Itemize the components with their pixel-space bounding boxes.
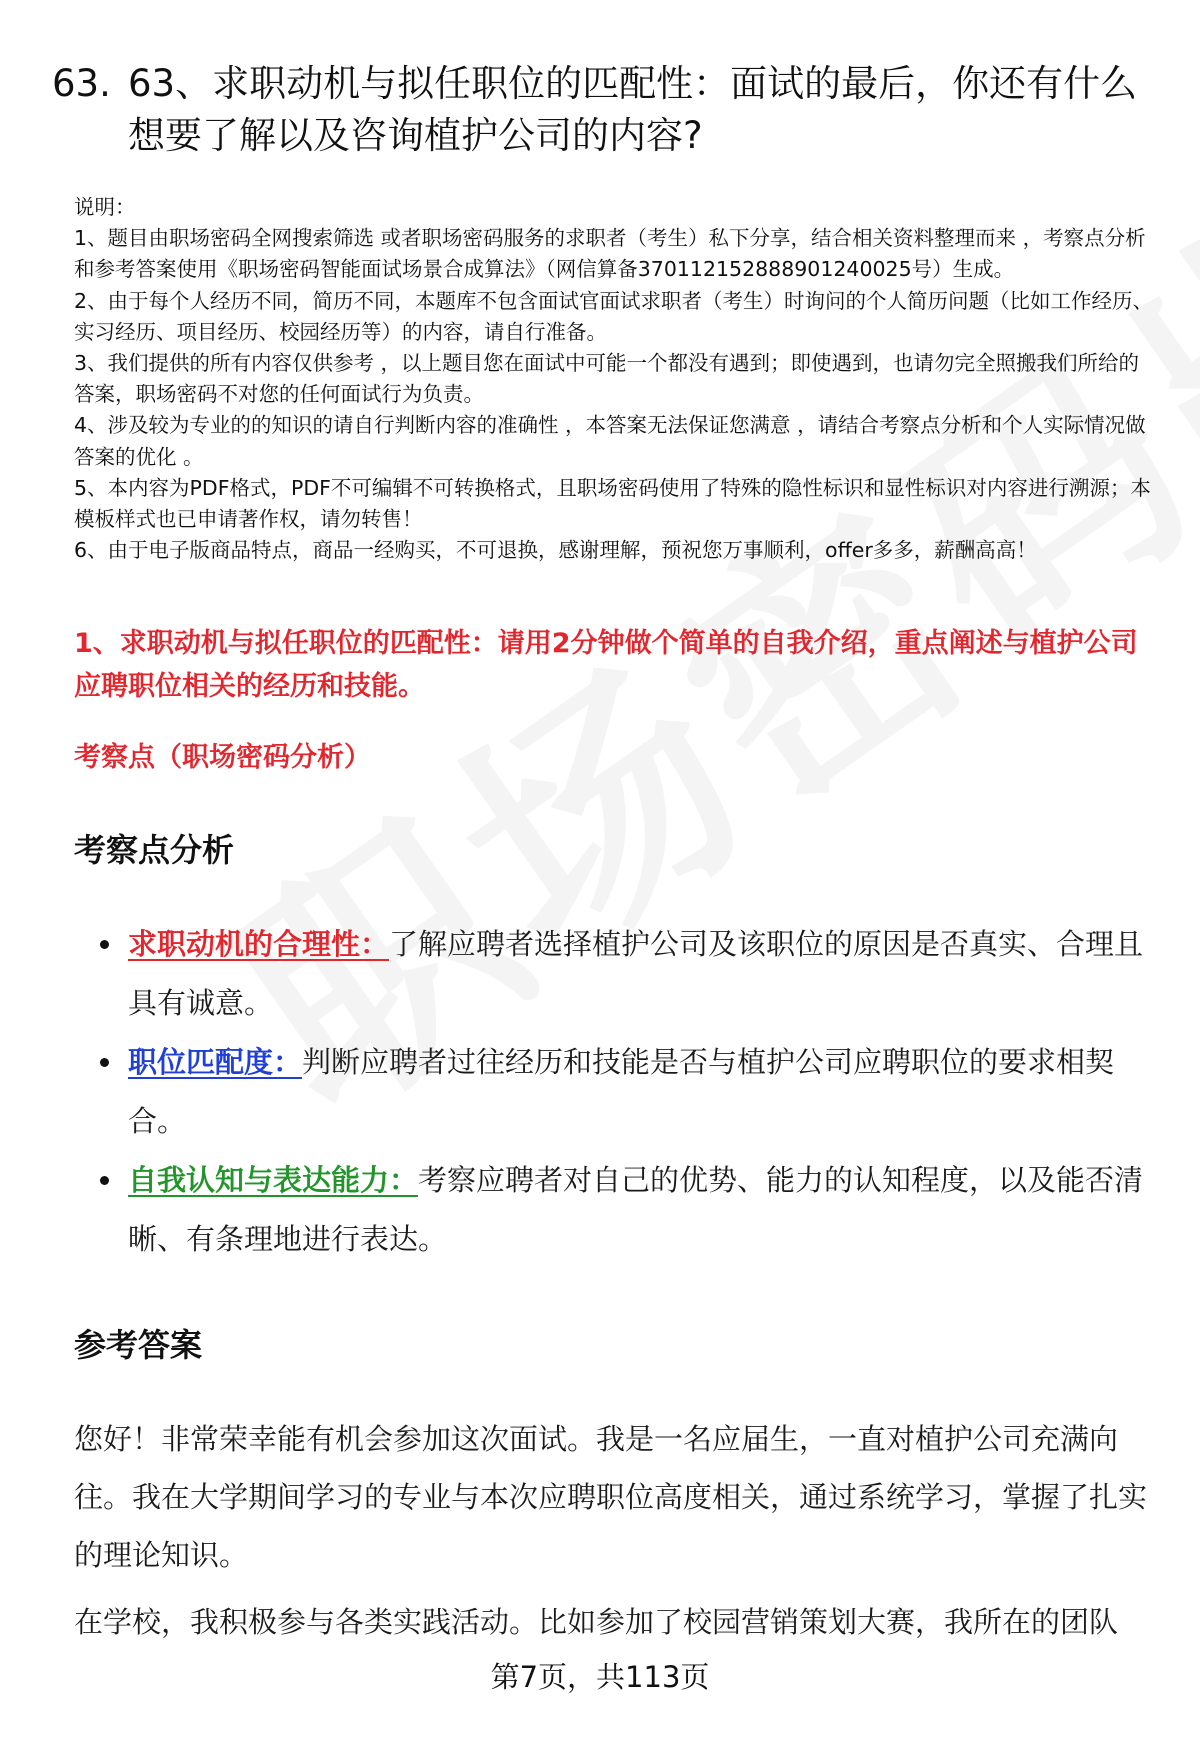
analysis-item	[128, 1033, 1148, 1151]
analysis-item	[128, 1151, 1148, 1269]
note-line: 5、本内容为PDF格式，PDF不可编辑不可转换格式，且职场密码使用了特殊的隐性标识和显性标识对内容进行溯源；本模板样式也已申请著作权，请勿转售！	[74, 475, 1151, 532]
analysis-text: 判断应聘者过往经历和技能是否与植护公司应聘职位的要求相契合。	[128, 1045, 1115, 1138]
page-footer: 第7页，共113页	[490, 1660, 710, 1694]
analysis-text: 了解应聘者选择植护公司及该职位的原因是否真实、合理且具有诚意。	[128, 927, 1144, 1020]
answer-paragraph: 您好！非常荣幸能有机会参加这次面试。我是一名应届生，一直对植护公司充满向往。我在大学期间学习的专业与本次应聘职位高度相关，通过系统学习，掌握了扎实的理论知识。	[74, 1422, 1148, 1572]
analysis-list	[0, 915, 1200, 1269]
question-title	[52, 58, 1152, 162]
answer-paragraph: 在学校，我积极参与各类实践活动。比如参加了校园营销策划大赛，我所在的团队	[74, 1605, 1119, 1639]
analysis-text: 考察应聘者对自己的优势、能力的认知程度，以及能否清晰、有条理地进行表达。	[128, 1163, 1144, 1256]
bullet-icon	[100, 1058, 109, 1067]
notes-block	[74, 192, 1154, 566]
question-number: 63.	[52, 62, 111, 105]
key-points-label: 考察点（职场密码分析）	[74, 742, 371, 773]
answer-heading: 参考答案	[74, 1326, 203, 1364]
note-line: 说明：	[74, 195, 136, 219]
note-line: 3、我们提供的所有内容仅供参考 ，以上题目您在面试中可能一个都没有遇到；即使遇到，也请勿完全照搬我们所给的答案，职场密码不对您的任何面试行为负责。	[74, 351, 1140, 407]
note-line: 1、题目由职场密码全网搜索筛选 或者职场密码服务的求职者（考生）私下分享，结合相关资料整理而来 ，考察点分析和参考答案使用《职场密码智能面试场景合成算法》（网信算备370112152888901240025号）生成。	[74, 226, 1146, 282]
note-line: 4、涉及较为专业的的知识的请自行判断内容的准确性 ，本答案无法保证您满意 ，请结合考察点分析和个人实际情况做答案的优化 。	[74, 413, 1146, 469]
question-text: 63、求职动机与拟任职位的匹配性：面试的最后，你还有什么想要了解以及咨询植护公司的内容?	[128, 62, 1138, 157]
analysis-heading: 考察点分析	[74, 831, 235, 869]
sub-question: 1、求职动机与拟任职位的匹配性：请用2分钟做个简单的自我介绍，重点阐述与植护公司应聘职位相关的经历和技能。	[74, 628, 1138, 702]
analysis-term: 自我认知与表达能力：	[128, 1163, 419, 1197]
note-line: 6、由于电子版商品特点，商品一经购买，不可退换，感谢理解，预祝您万事顺利，offer多多，薪酬高高！	[74, 538, 1037, 563]
bullet-icon	[100, 1176, 109, 1185]
bullet-icon	[100, 940, 109, 949]
note-line: 2、由于每个人经历不同，简历不同，本题库不包含面试官面试求职者（考生）时询问的个人简历问题（比如工作经历、实习经历、项目经历、校园经历等）的内容，请自行准备。	[74, 288, 1154, 344]
analysis-term: 职位匹配度：	[128, 1045, 303, 1079]
analysis-term: 求职动机的合理性：	[128, 927, 390, 961]
analysis-item	[128, 915, 1148, 1033]
